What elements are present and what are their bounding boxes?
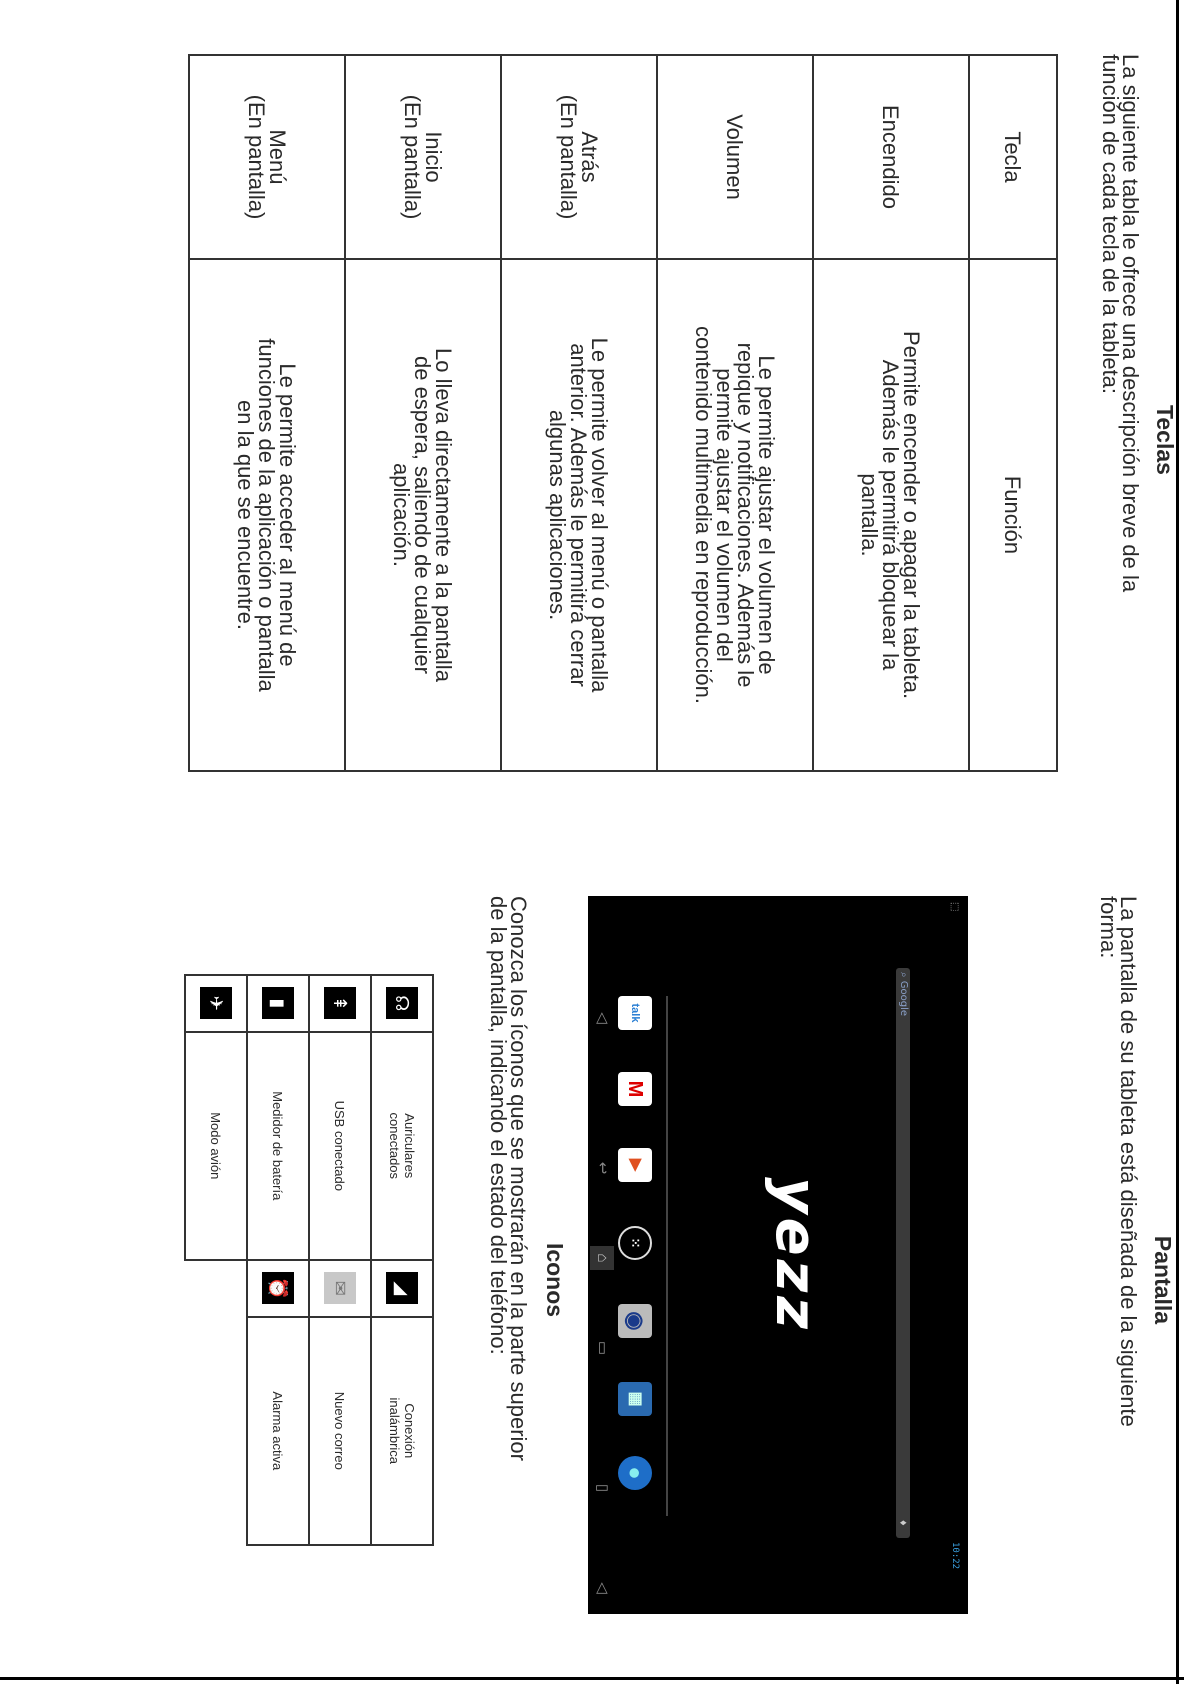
mic-icon: ♦ [897,1520,909,1526]
key-name: Volumen [722,114,748,200]
icon-cell [371,1260,433,1317]
icon-label-cell [185,1032,247,1260]
icon-label: inalámbrica [387,1397,402,1465]
function-line: Le permite volver al menú o pantalla [587,337,613,693]
key-note: (En pantalla) [556,94,581,220]
speaker-icon: ◁ [594,1012,611,1024]
icon-label-cell [247,1032,309,1260]
pantalla-title: Pantalla [1150,1235,1176,1325]
icon-label: Auriculares [402,1113,417,1179]
brand-logo: yezz [763,1177,828,1333]
key-cell [813,55,969,259]
icon-label-cell [309,1317,371,1545]
function-cell [345,259,501,771]
function-line: Además le permitirá bloquear la [878,359,904,671]
iconos-intro-line: de la pantalla, indicando el estado del teléfono: [486,896,511,1355]
search-icon: ⌕ [898,972,909,978]
icon-cell [371,975,433,1032]
key-cell [657,55,813,259]
icon-cell [247,975,309,1032]
icon-cell [309,1260,371,1317]
teclas-intro-line: función de cada tecla de la tableta: [1098,54,1123,395]
pantalla-intro [1096,896,1141,1427]
dock-divider [666,996,668,1516]
browser-icon: ● [618,1456,652,1490]
function-line: Le permite ajustar el volumen de [754,355,779,675]
icon-label: Alarma activa [270,1391,286,1471]
key-name: Encendido [878,105,904,209]
search-hint [896,972,910,1016]
airplane-icon: ✈ [200,987,232,1019]
function-line: aplicación. [389,463,415,567]
empty-cell [185,1260,247,1545]
icon-cell [185,975,247,1032]
battery-icon: ▮ [262,987,294,1019]
table-row [345,55,501,771]
status-time: 10:22 [950,1542,960,1570]
key-cell [189,55,345,259]
key-name: Atrás [577,131,602,183]
icon-label: Nuevo correo [332,1391,348,1470]
pantalla-section [0,880,1184,1680]
icon-label: Conexión [402,1403,417,1459]
camera-icon: ◉ [618,1304,652,1338]
header-function: Función [969,259,1057,771]
market-icon: ▶ [618,1148,652,1182]
icon-label: USB conectado [332,1100,348,1191]
search-hint-text: Google [898,980,909,1017]
back-icon: ↩ [594,1161,611,1175]
alarm-icon: ⏰ [262,1272,294,1304]
wifi-icon: ◢ [386,1272,418,1304]
gallery-icon: ▦ [618,1382,652,1416]
search-bar [896,968,910,1538]
usb-icon: ⇞ [324,987,356,1019]
iconos-intro [486,896,531,1461]
iconos-intro-line: Conozca los íconos que se mostrarán en la parte superior [506,896,531,1461]
header-key: Tecla [969,55,1057,259]
function-line: Le permite acceder al menú de [275,363,301,667]
icon-label: Modo avión [208,1112,224,1180]
table-header-row [969,55,1057,771]
corner-mark-icon: ⬚ [949,902,960,912]
function-line: Lo lleva directamente a la pantalla [431,348,457,682]
pantalla-intro-line: forma: [1096,896,1121,959]
table-row [189,55,345,771]
headphones-icon: ☊ [386,987,418,1019]
icon-cell [247,1260,309,1317]
recent-apps-icon: ▭ [594,1340,611,1356]
function-line: Permite encender o apagar la tableta. [899,330,925,700]
icon-cell [309,975,371,1032]
iconos-title: Iconos [542,1242,568,1318]
teclas-title: Teclas [1152,405,1178,475]
table-row [185,975,247,1545]
table-row [657,55,813,771]
home-icon: ⌂ [590,1246,614,1270]
function-line: funciones de la aplicación o pantalla [254,338,280,692]
function-line: contenido multimedia en reproducción. [691,326,716,704]
menu-icon: ▯ [594,1483,611,1493]
volume-icon: ◁ [594,1582,611,1594]
function-cell [189,259,345,771]
function-line: de espera, saliendo de cualquier [410,355,436,674]
table-row [371,975,433,1545]
mail-icon: ✉ [324,1272,356,1304]
pantalla-intro-line: La pantalla de su tableta está diseñada de la siguiente [1116,896,1141,1427]
function-line: repique y notificaciones. Además le [733,342,758,688]
table-row [247,975,309,1545]
icon-label-cell [247,1317,309,1545]
function-line: anterior. Además le permitirá cerrar [566,343,592,687]
icon-label: conectados [387,1112,402,1180]
apps-grid-icon: ⁙ [618,1226,652,1260]
function-line: algunas aplicaciones. [545,409,571,621]
icon-label-cell [371,1032,433,1260]
tablet-screenshot [588,896,968,1614]
teclas-intro-line: La siguiente tabla le ofrece una descripción breve de la [1118,54,1143,593]
table-row [813,55,969,771]
function-cell [813,259,969,771]
icon-label-cell [371,1317,433,1545]
key-cell [501,55,657,259]
key-note: (En pantalla) [244,94,269,220]
key-name: Inicio [421,131,446,183]
key-cell [345,55,501,259]
table-row [309,975,371,1545]
talk-icon: talk [618,996,652,1030]
function-line: pantalla. [857,473,883,557]
function-cell [501,259,657,771]
teclas-intro [1098,54,1143,593]
key-note: (En pantalla) [400,94,425,220]
key-name: Menú [265,129,290,185]
gmail-icon: M [618,1072,652,1106]
keys-table [188,54,1058,772]
teclas-section [0,40,1184,840]
table-row [501,55,657,771]
icon-label-cell [309,1032,371,1260]
function-line: permite ajustar el volumen del [712,368,737,662]
icons-table [184,974,434,1546]
function-line: en la que se encuentre. [233,400,259,630]
icon-label: Medidor de batería [270,1091,286,1201]
function-cell [657,259,813,771]
